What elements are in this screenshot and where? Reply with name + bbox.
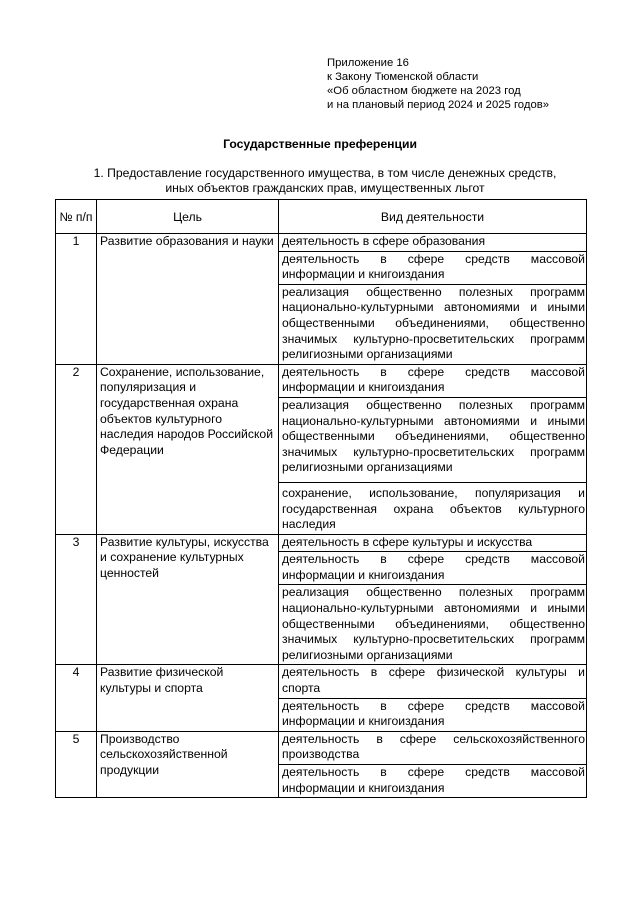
row-number: 5	[56, 731, 97, 797]
activity-item: деятельность в сфере средств массовой информации и книгоиздания	[279, 764, 586, 797]
activity-item: реализация общественно полезных программ национально-культурными автономиями и иными общественными объединениями, общественно значимых культурно-просветительских программ религиозными организациями	[279, 284, 586, 364]
row-number: 4	[56, 665, 97, 731]
appendix-line: и на плановый период 2024 и 2025 годов»	[327, 99, 550, 111]
table-header-row	[56, 200, 587, 234]
row-activities	[279, 731, 587, 797]
section-heading-line: 1. Предоставление государственного имущества, в том числе денежных средств,	[93, 166, 557, 180]
document-title: Государственные преференции	[223, 137, 417, 151]
row-activities	[279, 234, 587, 365]
activity-item: деятельность в сфере средств массовой информации и книгоиздания	[279, 698, 586, 731]
activity-item: деятельность в сфере образования	[282, 234, 486, 248]
row-goal: Развитие образования и науки	[97, 234, 279, 365]
row-activities	[279, 534, 587, 665]
row-number: 2	[56, 364, 97, 534]
section-heading	[60, 166, 590, 196]
row-number: 1	[56, 234, 97, 365]
row-activities	[279, 665, 587, 731]
activity-item: деятельность в сфере физической культуры и спорта	[282, 665, 585, 696]
activity-item: деятельность в сфере средств массовой информации и книгоиздания	[279, 251, 586, 284]
row-number: 3	[56, 534, 97, 665]
section-heading-line: иных объектов гражданских прав, имущественных льгот	[165, 181, 485, 195]
header-activity: Вид деятельности	[279, 200, 587, 234]
appendix-reference	[327, 56, 627, 112]
table-row	[56, 534, 587, 665]
activity-item: деятельность в сфере сельскохозяйственного производства	[282, 731, 585, 762]
row-goal: Развитие культуры, искусства и сохранение культурных ценностей	[97, 534, 279, 665]
appendix-line: Приложение 16	[327, 57, 409, 69]
header-num: № п/п	[56, 200, 97, 234]
preferences-table	[55, 199, 587, 798]
row-activities	[279, 364, 587, 534]
header-goal: Цель	[97, 200, 279, 234]
activity-item: деятельность в сфере средств массовой информации и книгоиздания	[279, 551, 586, 584]
appendix-line: «Об областном бюджете на 2023 год	[327, 85, 521, 97]
activity-item: деятельность в сфере культуры и искусства	[282, 534, 533, 549]
row-goal: Развитие физической культуры и спорта	[97, 665, 279, 731]
table-row	[56, 234, 587, 365]
activity-item: реализация общественно полезных программ национально-культурными автономиями и иными общественными объединениями, общественно значимых культурно-просветительских программ религиозными организациями	[279, 397, 586, 482]
activity-item: реализация общественно полезных программ национально-культурными автономиями и иными общественными объединениями, общественно значимых культурно-просветительских программ религиозными организациями	[279, 584, 586, 664]
appendix-line: к Закону Тюменской области	[327, 71, 479, 83]
table-row	[56, 364, 587, 534]
table-row	[56, 665, 587, 731]
row-goal: Сохранение, использование, популяризация и государственная охрана объектов культурного наследия народов Российской Федерации	[97, 364, 279, 534]
row-goal: Производство сельскохозяйственной продукции	[97, 731, 279, 797]
table-row	[56, 731, 587, 797]
activity-item: сохранение, использование, популяризация и государственная охрана объектов культурного наследия	[279, 482, 586, 534]
activity-item: деятельность в сфере средств массовой информации и книгоиздания	[282, 364, 585, 395]
